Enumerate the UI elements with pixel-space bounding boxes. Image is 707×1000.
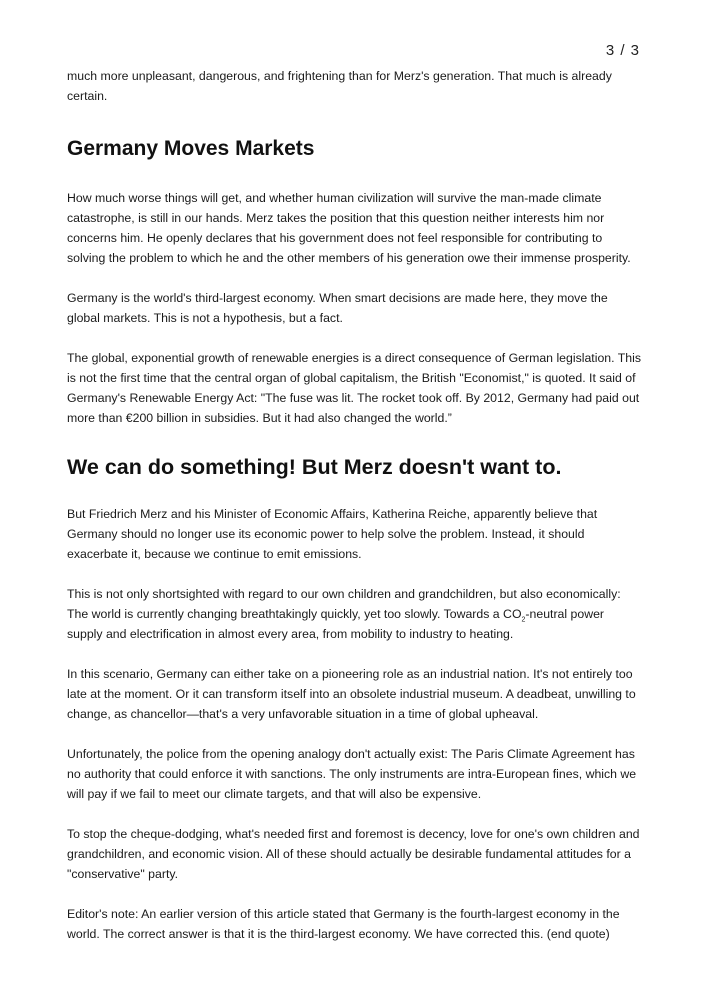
paragraph-third-largest: Germany is the world's third-largest economy. When smart decisions are made here, they move the global markets. This is not a hypothesis, but a fact. <box>67 291 608 325</box>
section-heading-markets: Germany Moves Markets <box>67 137 315 160</box>
section-heading-merz: We can do something! But Merz doesn't want to. <box>67 455 562 479</box>
paragraph-scenario: In this scenario, Germany can either take on a pioneering role as an industrial nation. It's not entirely too late at the moment. Or it can transform itself into an obsolete industrial museum. A deadbeat, unwilling to change, as chancellor—that's a very unfavorable situation in a time of global upheaval. <box>67 667 636 721</box>
paragraph-cheque-dodging: To stop the cheque-dodging, what's needed first and foremost is decency, love for one's own children and grandchildren, and economic vision. All of these should actually be desirable fundamental attitudes for a "conservative" party. <box>67 827 640 881</box>
paragraph-shortsighted <box>67 584 642 644</box>
paragraph-civilization: How much worse things will get, and whether human civilization will survive the man-made climate catastrophe, is still in our hands. Merz takes the position that this question neither interests him nor concerns him. He openly declares that his government does not feel responsible for contributing to solving the problem to which he and the other members of his generation owe their immense prosperity. <box>67 191 631 265</box>
paragraph-renewables: The global, exponential growth of renewable energies is a direct consequence of German legislation. This is not the first time that the central organ of global capitalism, the British "Economist," is quoted. It said of Germany's Renewable Energy Act: "The fuse was lit. The rocket took off. By 2012, Germany had paid out more than €200 billion in subsidies. But it had also changed the world.” <box>67 351 641 425</box>
paragraph-police-analogy: Unfortunately, the police from the opening analogy don't actually exist: The Paris Climate Agreement has no authority that could enforce it with sanctions. The only instruments are intra-European fines, which we will pay if we fail to meet our climate targets, and that will also be expensive. <box>67 747 637 801</box>
editors-note: Editor's note: An earlier version of this article stated that Germany is the fourth-largest economy in the world. The correct answer is that it is the third-largest economy. We have corrected this. (end quote) <box>67 907 620 941</box>
paragraph-reiche: But Friedrich Merz and his Minister of Economic Affairs, Katherina Reiche, apparently believe that Germany should no longer use its economic power to help solve the problem. Instead, it should exacerbate it, because we continue to emit emissions. <box>67 507 598 561</box>
intro-continuation-paragraph: much more unpleasant, dangerous, and frightening than for Merz's generation. That much is already certain. <box>67 69 612 103</box>
co2-text-after: -neutral power supply and electrification in almost every area, from mobility to industry to heating. <box>67 607 605 641</box>
article-body <box>67 66 642 944</box>
co2-text-before: This is not only shortsighted with regard to our own children and grandchildren, but also economically: The world is currently changing breathtakingly quickly, yet too slowly. Towards a CO <box>67 587 621 621</box>
page-number: 3 / 3 <box>605 42 640 59</box>
co2-subscript: 2 <box>521 616 526 624</box>
